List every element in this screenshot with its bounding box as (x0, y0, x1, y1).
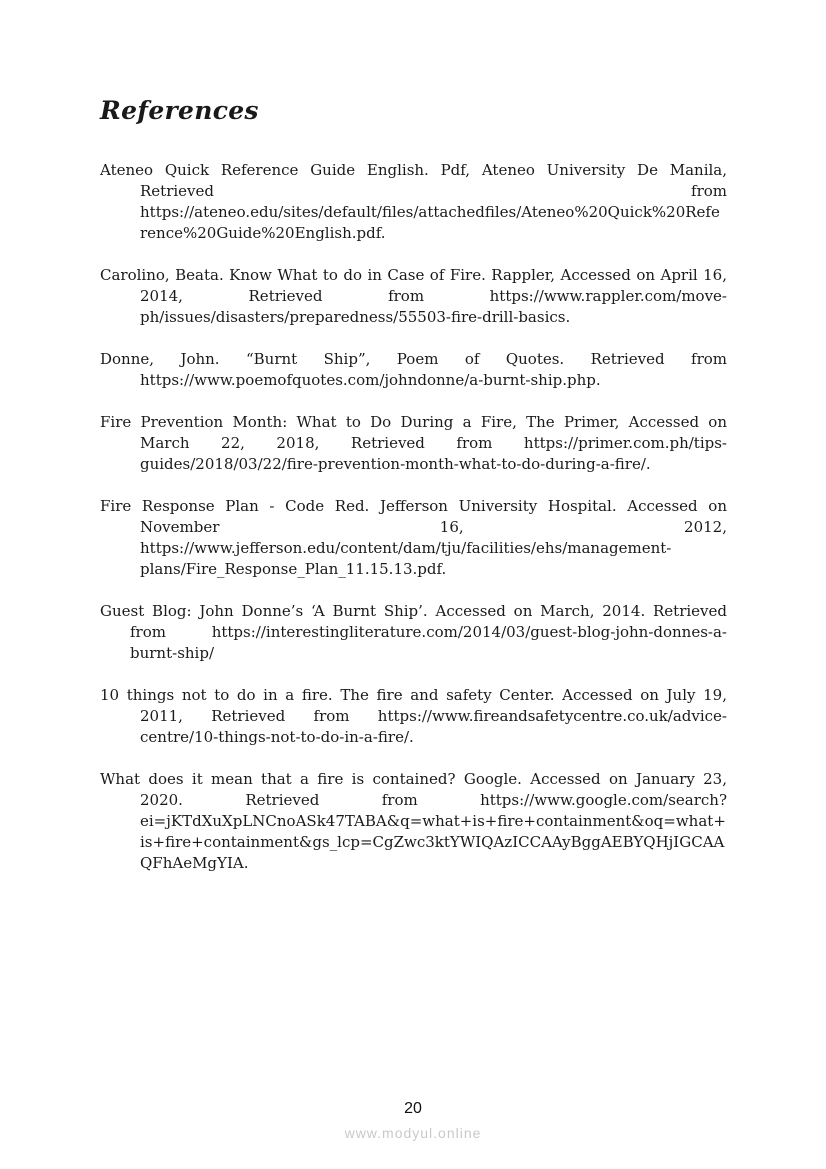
page-number: 20 (404, 1100, 422, 1117)
reference-entry: 10 things not to do in a fire. The fire and safety Center. Accessed on July 19, 2011, Retrieved from https://www.fireandsafetycentre.co.uk/advice-centre/10-things-not-to-do-in-a-fire/. (100, 686, 727, 746)
reference-entry: Guest Blog: John Donne’s ‘A Burnt Ship’. Accessed on March, 2014. Retrieved from https://interestingliterature.com/2014/03/guest-blog-john-donnes-a-burnt-ship/ (100, 602, 727, 662)
watermark: www.modyul.online (344, 1125, 482, 1141)
reference-list (100, 160, 727, 895)
reference-entry: Donne, John. “Burnt Ship”, Poem of Quotes. Retrieved from https://www.poemofquotes.com/johndonne/a-burnt-ship.php. (100, 350, 727, 389)
reference-entry: Carolino, Beata. Know What to do in Case of Fire. Rappler, Accessed on April 16, 2014, Retrieved from https://www.rappler.com/move-ph/issues/disasters/preparedness/55503-fire-drill-basics. (100, 266, 727, 326)
reference-entry: Ateneo Quick Reference Guide English. Pdf, Ateneo University De Manila, Retrieved from https://ateneo.edu/sites/default/files/attachedfiles/Ateneo%20Quick%20Reference%20Guide%20English.pdf. (100, 161, 727, 242)
references-heading: References (100, 96, 259, 125)
reference-entry: Fire Response Plan - Code Red. Jefferson University Hospital. Accessed on November 16, 2012, https://www.jefferson.edu/content/dam/tju/facilities/ehs/management-plans/Fire_Response_Plan_11.15.13.pdf. (100, 497, 727, 578)
reference-entry: What does it mean that a fire is contained? Google. Accessed on January 23, 2020. Retrieved from https://www.google.com/search?ei=jKTdXuXpLNCnoASk47TABA&q=what+is+fire+containment&oq=what+is+fire+containment&gs_lcp=CgZwc3ktYWIQAzICCAAyBggAEBYQHjIGCAAQFhAeMgYIA. (100, 770, 727, 872)
reference-entry: Fire Prevention Month: What to Do During a Fire, The Primer, Accessed on March 22, 2018, Retrieved from https://primer.com.ph/tips-guides/2018/03/22/fire-prevention-month-what-to-do-during-a-fire/. (100, 413, 727, 473)
